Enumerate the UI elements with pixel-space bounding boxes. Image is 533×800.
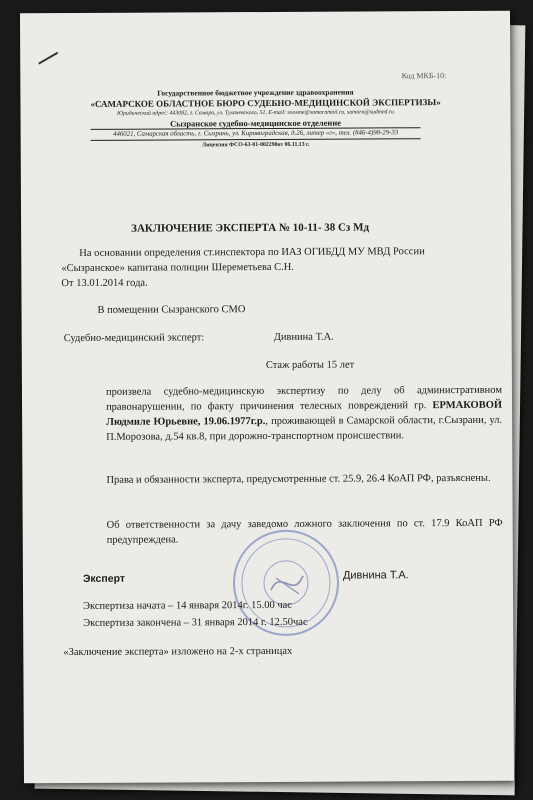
expert-label: Судебно-медицинский эксперт: (63, 332, 205, 345)
signature-label: Эксперт (82, 572, 126, 585)
body-part-1: произвела судебно-медицинскую экспертизу по делу об административном правонарушении, по факту причинения телесных повреждений гр. (105, 384, 502, 413)
body-part-2: , проживающей в Самарской области, г.Сызрани, ул. П.Морозова, д.54 кв.8, при дорожно-транспортном происшествии. (106, 414, 503, 443)
expert-name: Дивнина Т.А. (273, 331, 334, 343)
legal-address: Юридический адрес: 443082, г. Самара, ул. Тухачевского, 51, E-mail: soosme@samaramail.ru, samara@sudmed.ru (116, 109, 395, 117)
basis-line-1: На основании определения ст.инспектора по ИАЗ ОГИБДД МУ МВД России (79, 246, 425, 259)
basis-line-2: «Сызранское» капитана полиции Шереметьева С.Н. (61, 261, 294, 275)
body-paragraph (106, 383, 502, 445)
signature-name: Дивнина Т.А. (342, 569, 409, 582)
letterhead (90, 87, 441, 151)
person-name: ЕРМАКОВОЙ Людмиле Юрьевне, 19.06.1977г.р. (106, 399, 503, 428)
document-title: ЗАКЛЮЧЕНИЕ ЭКСПЕРТА № 10-11- 38 Сз Мд (131, 221, 370, 235)
department-line: Сызранское судебно-медицинское отделение (91, 117, 421, 130)
rights-paragraph: Права и обязанности эксперта, предусмотренные ст. 25.9, 26.4 КоАП РФ, разъяснены. (106, 472, 491, 486)
start-date-line: Экспертиза начата – 14 января 2014г. 15.00 час (83, 599, 292, 612)
license-line: Лицензия ФСО-63-01-002290от 06.11.13 г. (201, 141, 310, 149)
basis-line-3: От 13.01.2014 года. (61, 277, 148, 290)
location-line: В помещении Сызранского СМО (97, 304, 246, 316)
icd-code: Код МКБ-10: (401, 71, 447, 81)
finish-date-line: Экспертиза закончена – 31 января 2014 г. 12.50час (83, 616, 308, 629)
document-page (20, 11, 514, 784)
org-line: Государственное бюджетное учреждение здравоохранения (157, 87, 354, 98)
pages-note: «Заключение эксперта» изложено на 2-х страницах (63, 645, 293, 659)
bureau-line: «САМАРСКОЕ ОБЛАСТНОЕ БЮРО СУДЕБНО-МЕДИЦИНСКОЙ ЭКСПЕРТИЗЫ» (90, 97, 441, 109)
experience-line: Стаж работы 15 лет (265, 359, 355, 372)
department-address: 446021, Самарская область, г. Сызрань, ул. Кировоградская, д.26, литер «г», тел. (846-4)98-29-33 (91, 128, 421, 141)
pen-mark (38, 52, 58, 65)
responsibility-paragraph: Об ответственности за дачу заведомо ложного заключения по ст. 17.9 КоАП РФ предупреждена. (106, 517, 503, 546)
